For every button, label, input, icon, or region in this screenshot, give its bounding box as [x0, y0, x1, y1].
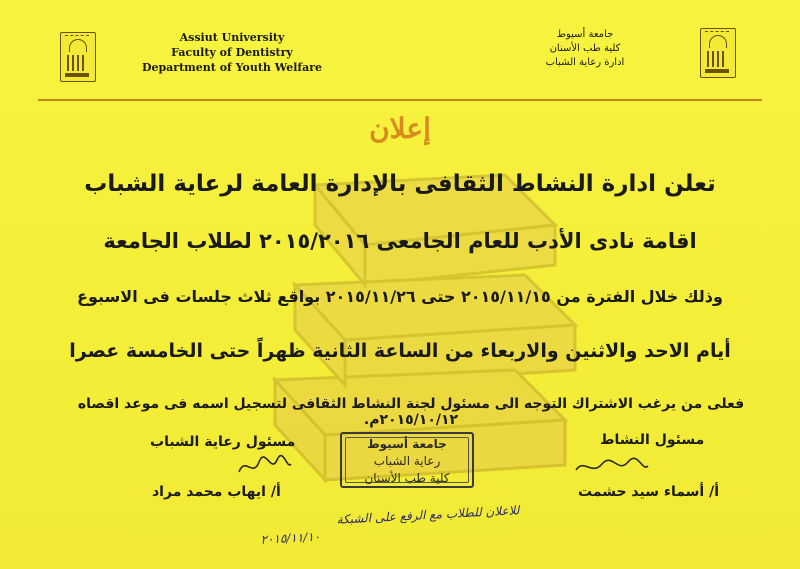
assiut-university-logo-right — [700, 28, 736, 78]
body-line-2: اقامة نادى الأدب للعام الجامعى ٢٠١٥/٢٠١٦ لطلاب الجامعة — [103, 229, 697, 253]
youth-welfare-officer-name: أ/ ايهاب محمد مراد — [152, 484, 281, 500]
assiut-university-logo-left — [60, 32, 96, 82]
stamp-line-3: كلية طب الأسنان — [364, 471, 450, 485]
body-line-4: أيام الاحد والاثنين والاربعاء من الساعة الثانية ظهراً حتى الخامسة عصرا — [69, 340, 731, 362]
arabic-header — [530, 28, 640, 70]
english-header-faculty: Faculty of Dentistry — [171, 46, 293, 59]
official-stamp — [340, 432, 474, 488]
body-line-3: وذلك خلال الفترة من ٢٠١٥/١١/١٥ حتى ٢٠١٥/١١/٢٦ بواقع ثلاث جلسات فى الاسبوع — [77, 287, 723, 306]
header-divider — [38, 99, 762, 101]
english-header — [137, 30, 327, 75]
handwritten-note-line-1: للاعلان للطلاب مع الرفع على الشبكة — [336, 503, 520, 527]
english-header-university: Assiut University — [179, 31, 285, 44]
arabic-header-university: جامعة أسيوط — [556, 29, 614, 40]
stamp-line-1: جامعة أسيوط — [367, 437, 447, 451]
youth-welfare-officer-signature-icon — [235, 452, 295, 480]
activity-officer-name: أ/ أسماء سيد حشمت — [578, 484, 720, 500]
arabic-header-faculty: كلية طب الأسنان — [549, 43, 621, 54]
arabic-header-department: ادارة رعاية الشباب — [545, 57, 625, 68]
handwritten-note-date: ٢٠١٥/١١/١٠ — [260, 529, 321, 547]
handwritten-note — [219, 502, 520, 550]
youth-welfare-officer-label: مسئول رعاية الشباب — [150, 434, 296, 450]
stamp-line-2: رعاية الشباب — [373, 454, 441, 468]
english-header-department: Department of Youth Welfare — [141, 61, 323, 74]
announcement-title: إعلان — [369, 112, 431, 145]
body-line-5: فعلى من يرغب الاشتراك التوجه الى مسئول لجنة النشاط الثقافى لتسجيل اسمه فى موعد اقصاه ٢٠١٥/١٠/١٢م. — [77, 396, 745, 428]
activity-officer-signature-icon — [572, 452, 652, 480]
body-line-1: تعلن ادارة النشاط الثقافى بالإدارة العامة لرعاية الشباب — [84, 171, 716, 197]
activity-officer-label: مسئول النشاط — [600, 432, 705, 448]
